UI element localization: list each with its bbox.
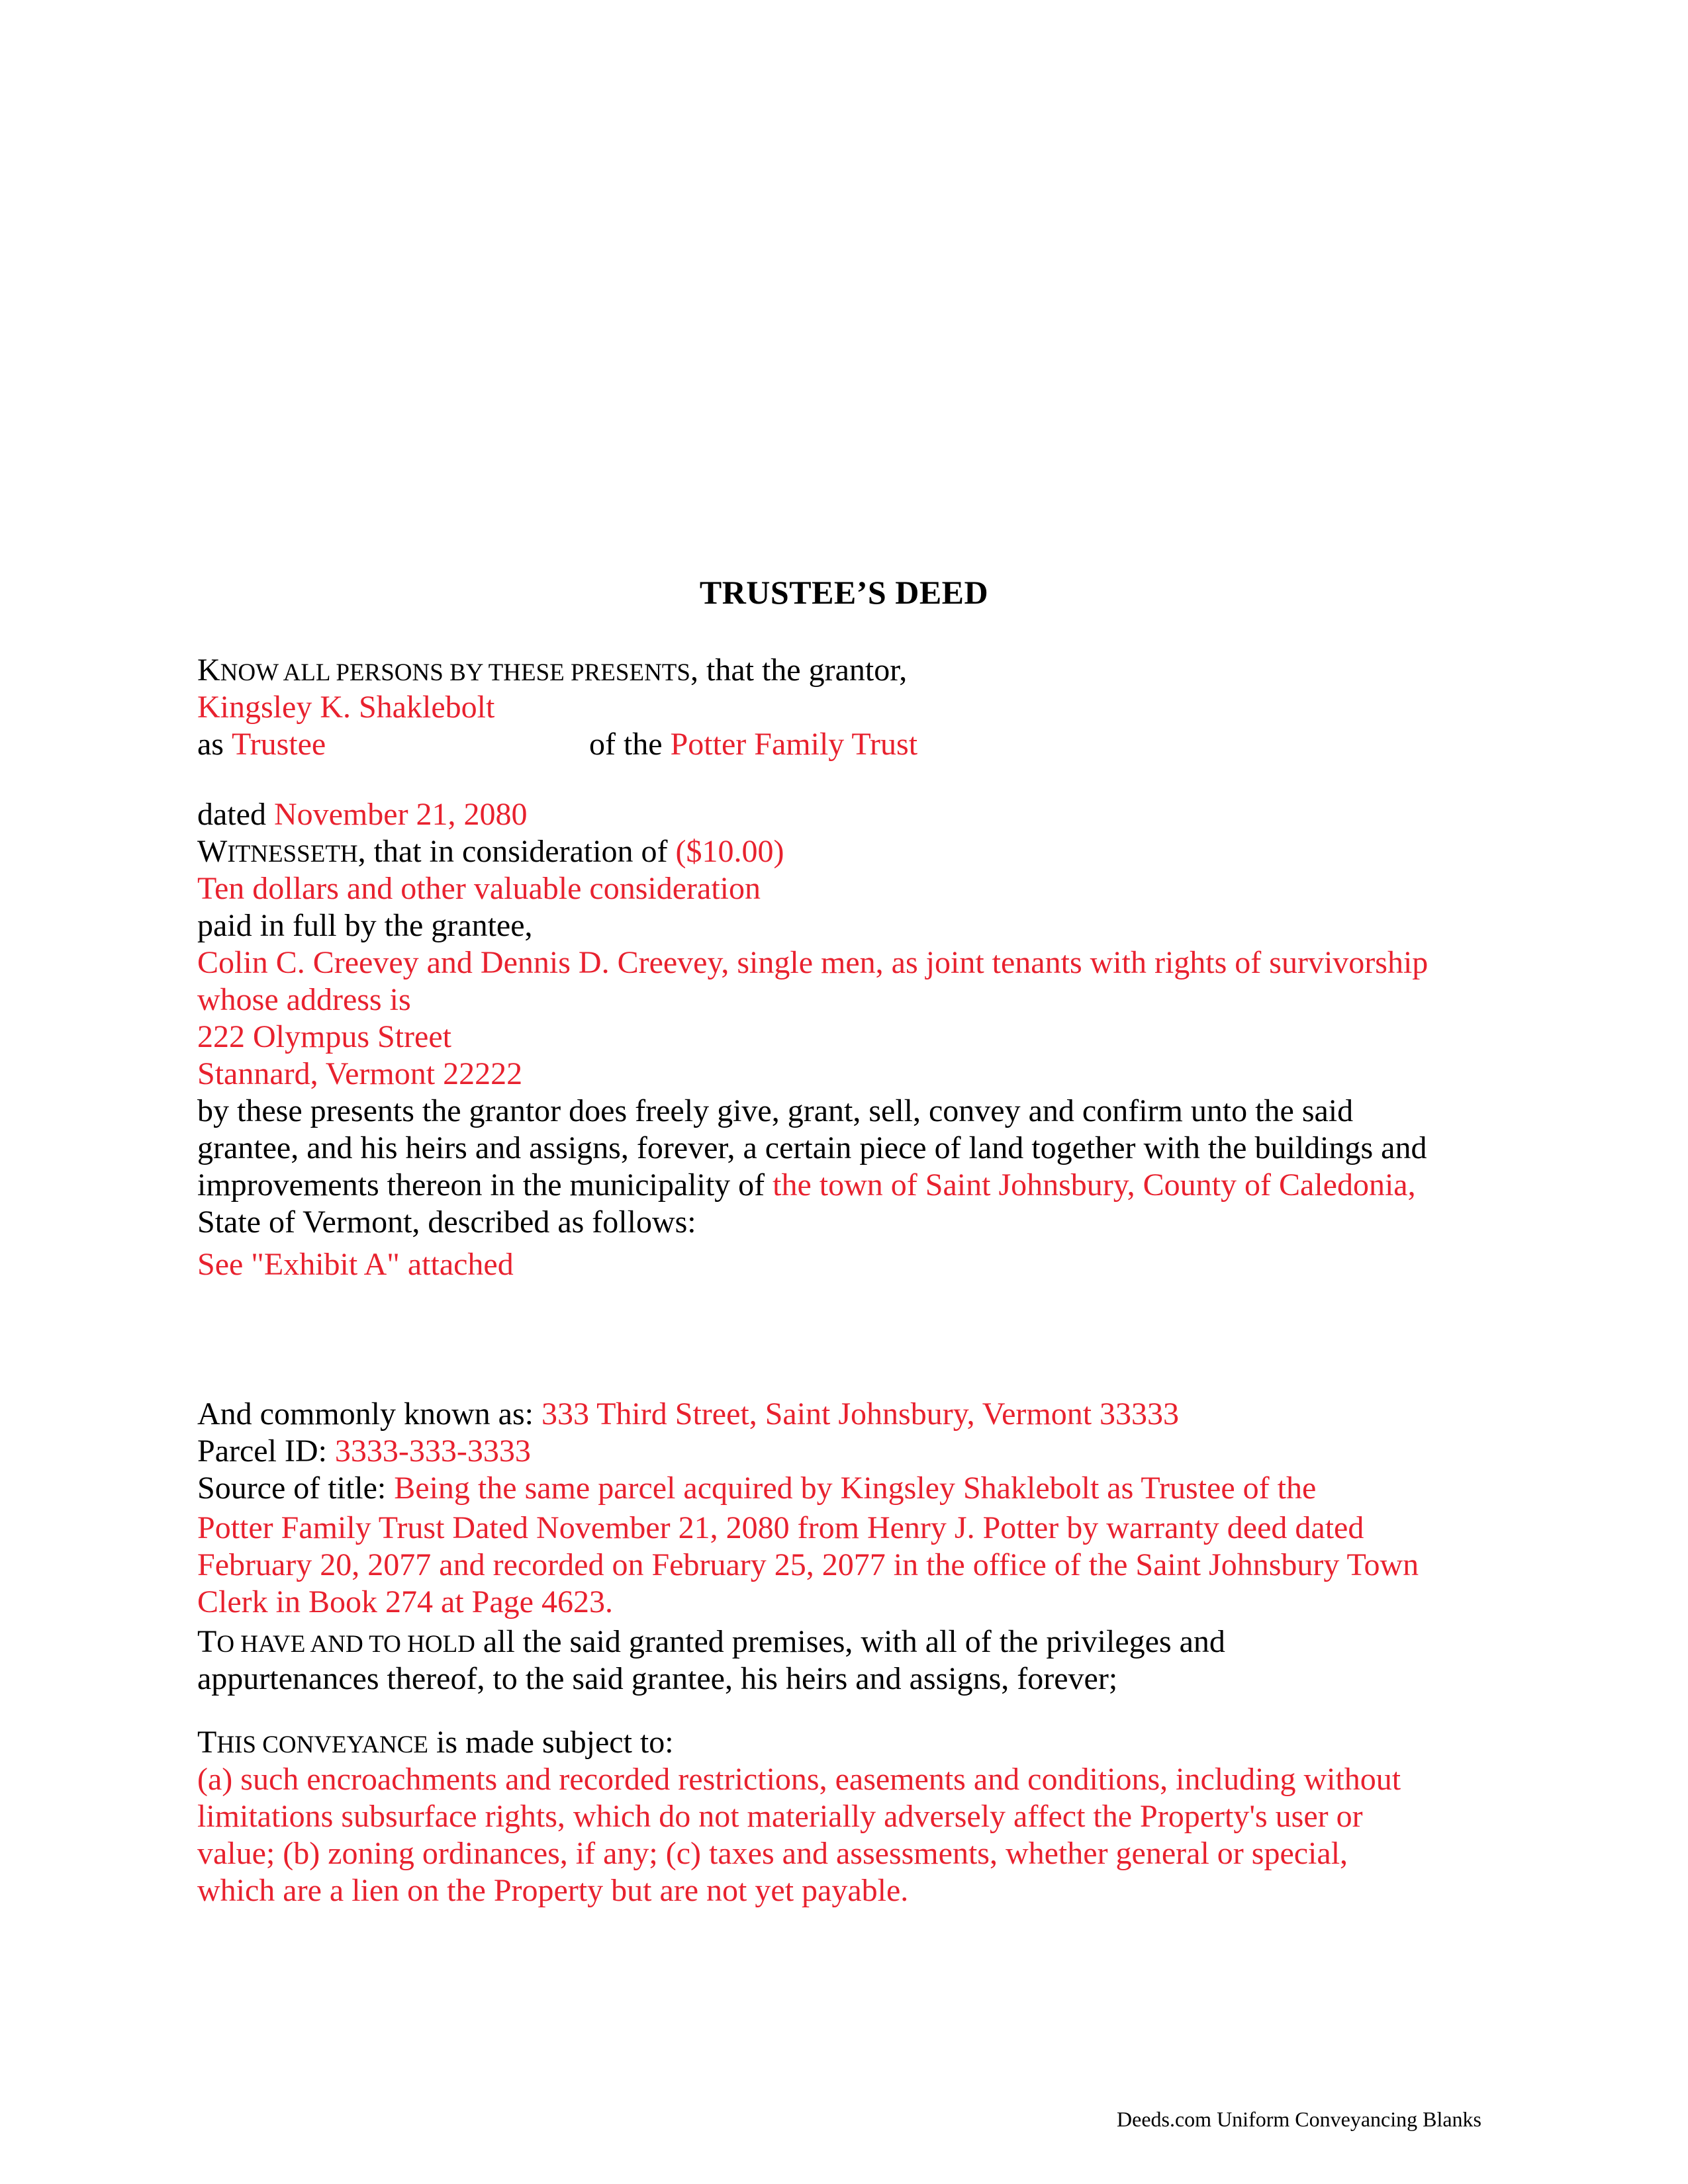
grantor-capacity-field[interactable]: Trustee [231,727,326,762]
parcel-line [197,1433,1495,1470]
source-label: Source of title: [197,1471,387,1506]
exceptions-field-line-3[interactable]: value; (b) zoning ordinances, if any; (c) taxes and assessments, whether general or special, [197,1836,1348,1871]
habendum-tail: all the said granted premises, with all of the privileges and [475,1624,1225,1659]
source-field-line-3[interactable]: February 20, 2077 and recorded on February 25, 2077 in the office of the Saint Johnsbury Town [197,1547,1419,1582]
habendum-caps-rest: O HAVE AND TO HOLD [216,1631,475,1658]
grantee-address-label: whose address is [197,982,411,1017]
conveyance-line-3 [197,1167,1495,1204]
of-the-label: of the [588,727,663,762]
known-as-line [197,1396,1495,1433]
legal-description-field[interactable]: See "Exhibit A" attached [197,1247,514,1282]
subject-caps-rest: HIS CONVEYANCE [216,1731,428,1758]
subject-caps-first: T [197,1725,217,1760]
trust-date-field[interactable]: November 21, 2080 [273,797,528,832]
grantee-street-field[interactable]: 222 Olympus Street [197,1019,451,1054]
exceptions-field-line-2[interactable]: limitations subsurface rights, which do not materially adversely affect the Property's user or [197,1799,1363,1834]
intro-caps-rest: NOW ALL PERSONS BY THESE PRESENTS [220,659,690,686]
parcel-id-field[interactable]: 3333-333-3333 [334,1433,531,1469]
habendum-line-1 [197,1623,1495,1661]
habendum-caps-first: T [197,1624,217,1659]
consideration-amount-field[interactable]: ($10.00) [675,834,784,869]
as-label: as [197,727,224,762]
grantor-name-field[interactable]: Kingsley K. Shaklebolt [197,690,495,725]
witnesseth-line [197,833,1495,870]
known-as-label: And commonly known as: [197,1396,534,1432]
deed-body [197,652,1495,1909]
document-title: TRUSTEE’S DEED [699,574,989,611]
exceptions-field-line-1[interactable]: (a) such encroachments and recorded restrictions, easements and conditions, including without [197,1762,1401,1797]
grantee-city-field[interactable]: Stannard, Vermont 22222 [197,1056,523,1091]
subject-tail: is made subject to: [428,1725,674,1760]
intro-tail: , that the grantor, [690,653,908,688]
conveyance-line-4: State of Vermont, described as follows: [197,1205,696,1240]
dated-line [197,796,1495,833]
footer-brand: Deeds.com Uniform Conveyancing Blanks [1117,2107,1481,2131]
grantee-names-field[interactable]: Colin C. Creevey and Dennis D. Creevey, single men, as joint tenants with rights of survivorship [197,945,1429,980]
source-field-line-1[interactable]: Being the same parcel acquired by Kingsley Shaklebolt as Trustee of the [394,1471,1317,1506]
known-as-field[interactable]: 333 Third Street, Saint Johnsbury, Vermont 33333 [541,1396,1180,1432]
witnesseth-tail: , that in consideration of [357,834,668,869]
paid-text: paid in full by the grantee, [197,908,533,943]
witnesseth-caps-rest: ITNESSETH [227,841,358,868]
source-line-1 [197,1470,1495,1507]
intro-line [197,652,1495,689]
parcel-label: Parcel ID: [197,1433,327,1469]
conveyance-line-1: by these presents the grantor does freely give, grant, sell, convey and confirm unto the said [197,1093,1354,1128]
intro-caps-first: K [197,653,220,688]
dated-label: dated [197,797,266,832]
conveyance-line-2: grantee, and his heirs and assigns, forever, a certain piece of land together with the buildings and [197,1130,1427,1165]
habendum-line-2: appurtenances thereof, to the said grantee, his heirs and assigns, forever; [197,1661,1118,1696]
witnesseth-caps-first: W [197,834,228,869]
grantor-capacity-line [197,726,1495,763]
municipality-lead: improvements thereon in the municipality of [197,1167,765,1203]
trust-name-field[interactable]: Potter Family Trust [670,727,918,762]
municipality-field[interactable]: the town of Saint Johnsbury, County of Caledonia, [773,1167,1416,1203]
source-field-line-4[interactable]: Clerk in Book 274 at Page 4623. [197,1584,613,1619]
consideration-words-field[interactable]: Ten dollars and other valuable consideration [197,871,761,906]
exceptions-field-line-4[interactable]: which are a lien on the Property but are not yet payable. [197,1873,909,1908]
subject-to-line [197,1724,1495,1761]
source-field-line-2[interactable]: Potter Family Trust Dated November 21, 2080 from Henry J. Potter by warranty deed dated [197,1510,1364,1545]
